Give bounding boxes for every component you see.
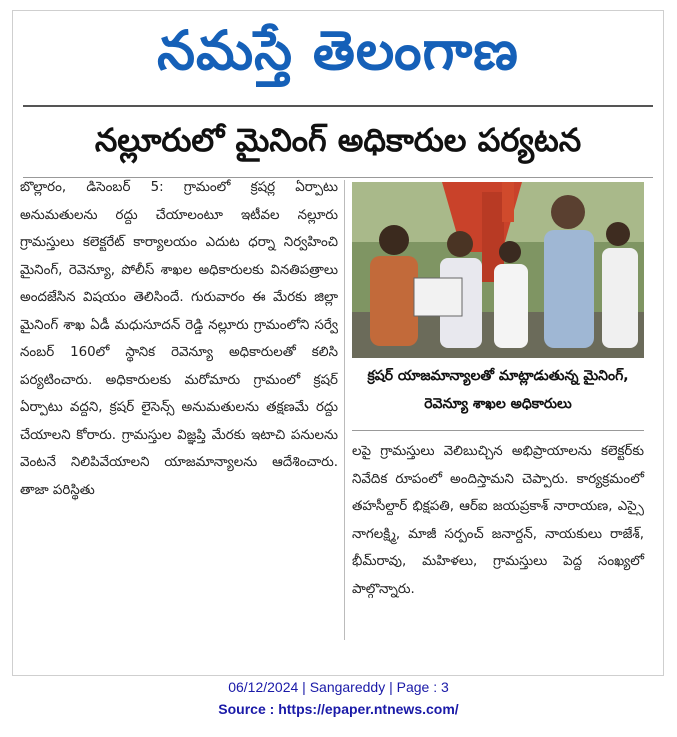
article-text-right: లపై గ్రామస్తులు వెలిబుచ్చిన అభిప్రాయాలను కలెక్టర్‌కు నివేదిక రూపంలో అందిస్తామని చెప్పారు. కార్యక్రమంలో తహసీల్దార్ భిక్షపతి, ఆర్ఐ జయప్రకాశ్ నారాయణ, ఎస్సై నాగలక్ష్మి, మాజీ సర్పంచ్ జనార్దన్, నాయకులు రాజేశ్, భీమ్‌రావు, మహిళలు, గ్రామస్తులు పెద్ద సంఖ్యలో పాల్గొన్నారు. <box>352 444 644 597</box>
footer-source-link[interactable]: Source : https://epaper.ntnews.com/ <box>218 701 459 717</box>
news-photo-illustration <box>352 182 644 358</box>
article-column-right <box>352 438 644 603</box>
masthead <box>13 11 663 103</box>
article-text-left: బొల్లారం, డిసెంబర్ 5: గ్రామంలో క్రషర్ల ఏర్పాటు అనుమతులను రద్దు చేయాలంటూ ఇటీవల నల్లూరు గ్రామస్తులు కలెక్టరేట్ కార్యాలయం ఎదుట ధర్నా నిర్వహించి మైనింగ్, రెవెన్యూ, పోలీస్ శాఖల అధికారులకు వినతిపత్రాలు అందజేసిన విషయం తెలిసిందే. గురువారం ఈ మేరకు జిల్లా మైనింగ్ శాఖ ఏడీ మధుసూదన్ రెడ్డి నల్లూరు గ్రామంలోని సర్వే నంబర్ 160లో స్థానిక రెవెన్యూ అధికారులతో కలిసి పర్యటించారు. అధికారులకు మరోమారు గ్రామంలో క్రషర్ ఏర్పాటు వద్దని, క్రషర్ లైసెన్స్ అనుమతులను తక్షణమే రద్దు చేయాలని కోరారు. గ్రామస్తుల విజ్ఞప్తి మేరకు ఇటాచి పనులను వెంటనే నిలిపివేయాలని యాజమాన్యాలను ఆదేశించారు. తాజా పరిస్థితు <box>20 180 338 498</box>
article-column-left <box>20 174 338 504</box>
headline: నల్లూరులో మైనింగ్ అధికారుల పర్యటన <box>94 121 582 159</box>
footer-edition-info: 06/12/2024 | Sangareddy | Page : 3 <box>228 679 449 695</box>
column-divider <box>344 180 345 640</box>
footer <box>0 676 677 720</box>
photo-caption: క్రషర్ యాజమాన్యాలతో మాట్లాడుతున్న మైనింగ్, రెవెన్యూ శాఖల అధికారులు <box>367 368 629 412</box>
masthead-logo: నమస్తే తెలంగాణ <box>157 18 519 82</box>
top-rule <box>23 105 653 107</box>
news-photo <box>352 182 644 358</box>
caption-rule <box>352 430 644 431</box>
